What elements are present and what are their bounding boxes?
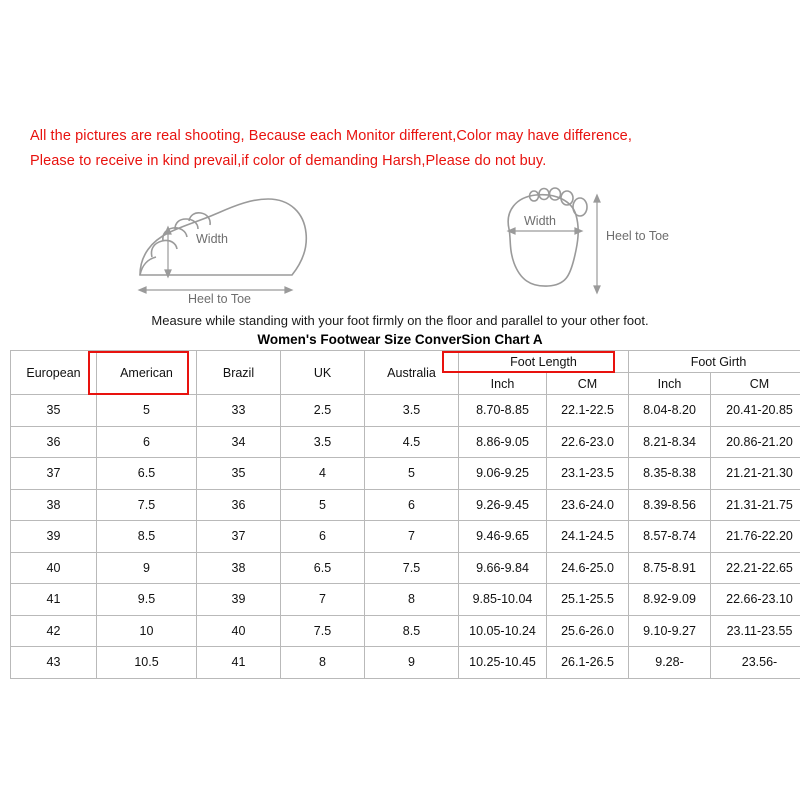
cell-european: 43 bbox=[11, 647, 97, 679]
cell-brazil: 41 bbox=[197, 647, 281, 679]
cell-foot-girth-cm: 22.66-23.10 bbox=[711, 584, 800, 616]
cell-european: 41 bbox=[11, 584, 97, 616]
cell-foot-length-cm: 22.6-23.0 bbox=[547, 426, 629, 458]
cell-brazil: 40 bbox=[197, 615, 281, 647]
cell-foot-length-cm: 25.6-26.0 bbox=[547, 615, 629, 647]
header-brazil: Brazil bbox=[197, 351, 281, 395]
cell-foot-girth-cm: 23.11-23.55 bbox=[711, 615, 800, 647]
cell-foot-length-inch: 9.26-9.45 bbox=[459, 489, 547, 521]
cell-foot-length-inch: 9.46-9.65 bbox=[459, 521, 547, 553]
cell-australia: 7.5 bbox=[365, 552, 459, 584]
table-row bbox=[11, 426, 800, 458]
cell-brazil: 37 bbox=[197, 521, 281, 553]
cell-european: 38 bbox=[11, 489, 97, 521]
cell-foot-length-inch: 10.25-10.45 bbox=[459, 647, 547, 679]
cell-uk: 6.5 bbox=[281, 552, 365, 584]
cell-foot-girth-inch: 8.75-8.91 bbox=[629, 552, 711, 584]
cell-uk: 4 bbox=[281, 458, 365, 490]
cell-foot-length-inch: 8.86-9.05 bbox=[459, 426, 547, 458]
cell-uk: 2.5 bbox=[281, 395, 365, 427]
cell-foot-length-cm: 25.1-25.5 bbox=[547, 584, 629, 616]
cell-foot-girth-cm: 21.21-21.30 bbox=[711, 458, 800, 490]
cell-european: 40 bbox=[11, 552, 97, 584]
cell-foot-girth-cm: 22.21-22.65 bbox=[711, 552, 800, 584]
chart-title: Women's Footwear Size ConverSion Chart A bbox=[257, 332, 543, 347]
right-width-label: Width bbox=[524, 214, 556, 228]
cell-brazil: 35 bbox=[197, 458, 281, 490]
cell-european: 35 bbox=[11, 395, 97, 427]
cell-european: 42 bbox=[11, 615, 97, 647]
header-foot-length-inch: Inch bbox=[459, 373, 547, 395]
cell-australia: 9 bbox=[365, 647, 459, 679]
header-european: European bbox=[11, 351, 97, 395]
cell-foot-girth-cm: 21.76-22.20 bbox=[711, 521, 800, 553]
cell-foot-girth-inch: 9.10-9.27 bbox=[629, 615, 711, 647]
cell-foot-length-inch: 10.05-10.24 bbox=[459, 615, 547, 647]
cell-australia: 4.5 bbox=[365, 426, 459, 458]
cell-foot-girth-inch: 9.28- bbox=[629, 647, 711, 679]
table-row bbox=[11, 458, 800, 490]
cell-australia: 6 bbox=[365, 489, 459, 521]
table-row bbox=[11, 584, 800, 616]
right-width-arrow bbox=[508, 228, 582, 234]
cell-brazil: 39 bbox=[197, 584, 281, 616]
left-width-label: Width bbox=[196, 232, 228, 246]
cell-european: 37 bbox=[11, 458, 97, 490]
cell-foot-girth-cm: 23.56- bbox=[711, 647, 800, 679]
cell-brazil: 33 bbox=[197, 395, 281, 427]
cell-australia: 8 bbox=[365, 584, 459, 616]
header-uk: UK bbox=[281, 351, 365, 395]
size-conversion-table-wrapper bbox=[10, 350, 793, 679]
disclaimer-line-2: Please to receive in kind prevail,if color of demanding Harsh,Please do not buy. bbox=[30, 152, 547, 169]
cell-foot-length-cm: 23.6-24.0 bbox=[547, 489, 629, 521]
cell-foot-girth-cm: 20.41-20.85 bbox=[711, 395, 800, 427]
cell-american: 7.5 bbox=[97, 489, 197, 521]
header-foot-length-cm: CM bbox=[547, 373, 629, 395]
cell-australia: 5 bbox=[365, 458, 459, 490]
cell-foot-length-inch: 9.66-9.84 bbox=[459, 552, 547, 584]
cell-american: 9 bbox=[97, 552, 197, 584]
cell-european: 36 bbox=[11, 426, 97, 458]
left-heel-to-toe-label: Heel to Toe bbox=[188, 292, 252, 306]
foot-footprint-illustration bbox=[508, 188, 587, 286]
right-heel-to-toe-label: Heel to Toe bbox=[606, 229, 670, 243]
header-australia: Australia bbox=[365, 351, 459, 395]
cell-foot-girth-cm: 21.31-21.75 bbox=[711, 489, 800, 521]
cell-foot-girth-inch: 8.21-8.34 bbox=[629, 426, 711, 458]
cell-american: 6 bbox=[97, 426, 197, 458]
cell-brazil: 34 bbox=[197, 426, 281, 458]
cell-foot-length-inch: 9.85-10.04 bbox=[459, 584, 547, 616]
table-row bbox=[11, 521, 800, 553]
table-row bbox=[11, 552, 800, 584]
cell-foot-girth-cm: 20.86-21.20 bbox=[711, 426, 800, 458]
cell-foot-girth-inch: 8.57-8.74 bbox=[629, 521, 711, 553]
foot-diagram-svg bbox=[0, 185, 800, 315]
cell-foot-girth-inch: 8.35-8.38 bbox=[629, 458, 711, 490]
cell-uk: 6 bbox=[281, 521, 365, 553]
cell-foot-length-inch: 8.70-8.85 bbox=[459, 395, 547, 427]
cell-foot-length-cm: 26.1-26.5 bbox=[547, 647, 629, 679]
table-row bbox=[11, 489, 800, 521]
cell-american: 5 bbox=[97, 395, 197, 427]
size-conversion-table bbox=[10, 350, 800, 679]
header-foot-girth-cm: CM bbox=[711, 373, 800, 395]
header-foot-length: Foot Length bbox=[459, 351, 629, 373]
table-row bbox=[11, 395, 800, 427]
cell-foot-length-cm: 24.1-24.5 bbox=[547, 521, 629, 553]
cell-american: 6.5 bbox=[97, 458, 197, 490]
cell-australia: 3.5 bbox=[365, 395, 459, 427]
cell-uk: 7 bbox=[281, 584, 365, 616]
cell-foot-girth-inch: 8.92-9.09 bbox=[629, 584, 711, 616]
cell-australia: 8.5 bbox=[365, 615, 459, 647]
cell-foot-length-inch: 9.06-9.25 bbox=[459, 458, 547, 490]
cell-australia: 7 bbox=[365, 521, 459, 553]
header-american: American bbox=[97, 351, 197, 395]
header-foot-girth-inch: Inch bbox=[629, 373, 711, 395]
cell-uk: 8 bbox=[281, 647, 365, 679]
left-width-arrow bbox=[165, 227, 171, 277]
table-row bbox=[11, 647, 800, 679]
cell-european: 39 bbox=[11, 521, 97, 553]
cell-brazil: 36 bbox=[197, 489, 281, 521]
cell-foot-girth-inch: 8.39-8.56 bbox=[629, 489, 711, 521]
table-row bbox=[11, 615, 800, 647]
cell-foot-length-cm: 24.6-25.0 bbox=[547, 552, 629, 584]
cell-foot-length-cm: 22.1-22.5 bbox=[547, 395, 629, 427]
disclaimer-line-1: All the pictures are real shooting, Because each Monitor different,Color may have difference, bbox=[30, 128, 632, 144]
cell-foot-length-cm: 23.1-23.5 bbox=[547, 458, 629, 490]
cell-brazil: 38 bbox=[197, 552, 281, 584]
table-header-row-primary bbox=[11, 351, 800, 373]
cell-american: 8.5 bbox=[97, 521, 197, 553]
cell-american: 10 bbox=[97, 615, 197, 647]
cell-foot-girth-inch: 8.04-8.20 bbox=[629, 395, 711, 427]
cell-american: 9.5 bbox=[97, 584, 197, 616]
measurement-instruction: Measure while standing with your foot firmly on the floor and parallel to your other foot. bbox=[151, 313, 649, 328]
cell-american: 10.5 bbox=[97, 647, 197, 679]
foot-measurement-diagrams bbox=[0, 185, 800, 310]
header-foot-girth: Foot Girth bbox=[629, 351, 800, 373]
cell-uk: 3.5 bbox=[281, 426, 365, 458]
cell-uk: 5 bbox=[281, 489, 365, 521]
cell-uk: 7.5 bbox=[281, 615, 365, 647]
right-heel-to-toe-arrow bbox=[594, 195, 600, 293]
disclaimer-text bbox=[30, 124, 775, 174]
size-conversion-table-body bbox=[11, 395, 800, 679]
